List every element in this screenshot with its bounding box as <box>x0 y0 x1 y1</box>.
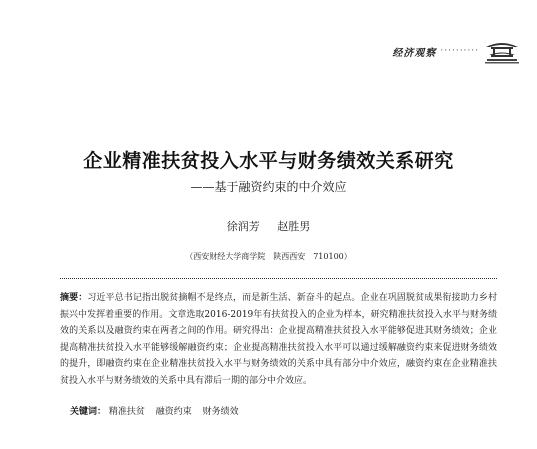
header-dots: ·········· <box>440 46 479 56</box>
column-name: 经济观察 <box>392 47 437 59</box>
article-authors: 徐润芳 赵胜男 <box>226 220 311 233</box>
keywords <box>70 404 497 417</box>
abstract <box>60 290 497 389</box>
journal-header <box>392 38 519 64</box>
pavilion-roof-icon <box>485 38 519 64</box>
article-affiliation: （西安财经大学商学院 陕西西安 710100） <box>185 252 352 261</box>
article-subtitle: ——基于融资约束的中介效应 <box>190 180 347 194</box>
abstract-text: 习近平总书记指出脱贫摘帽不是终点，而是新生活、新奋斗的起点。企业在巩固脱贫成果衔接助力乡村振兴中发挥着重要的作用。文章选取2016-2019年有扶贫投入的企业为样本，研究精准扶贫投入水平与财务绩效的关系以及融资约束在两者之间的作用。研究得出：企业提高精准扶贫投入水平能够促进其财务绩效；企业提高精准扶贫投入水平能够缓解融资约束；企业提高精准扶贫投入水平可以通过缓解融资约束来促进财务绩效的提升，即融资约束在企业精准扶贫投入水平与财务绩效的关系中具有部分中介效应，融资约束在企业精准扶贫投入水平与财务绩效的关系中具有滞后一期的部分中介效应。 <box>60 293 497 386</box>
abstract-label: 摘要： <box>60 293 88 303</box>
abstract-divider <box>60 278 497 279</box>
keyword: 财务绩效 <box>202 407 239 417</box>
keyword: 精准扶贫 <box>108 407 145 417</box>
keyword: 融资约束 <box>155 407 192 417</box>
keywords-label: 关键词： <box>70 407 107 417</box>
article-title: 企业精准扶贫投入水平与财务绩效关系研究 <box>83 150 454 172</box>
